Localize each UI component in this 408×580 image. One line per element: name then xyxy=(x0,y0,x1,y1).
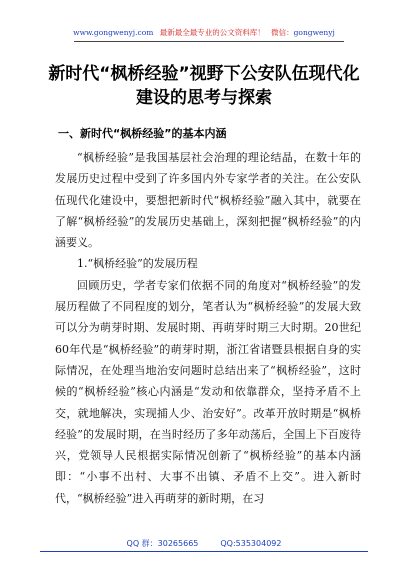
footer-divider xyxy=(40,551,368,552)
footer-qq-group: QQ 群：30265665 xyxy=(126,539,199,548)
body-paragraph: 回顾历史，学者专家们依据不同的角度对“枫桥经验”的发展历程做了不同程度的划分，笔者认为“枫桥经验”的发展大致可以分为萌芽时期、发展时期、再萌芽时期三大时期。20世纪60年代是“枫桥经验”的萌芽时期，浙江省诸暨县根据自身的实际情况，在处理当地治安问题时总结出来了“枫桥经验”，这时候的“枫桥经验”核心内涵是“发动和依靠群众，坚持矛盾不上交，就地解决，实现捕人少、治安好”。改革开放时期是“枫桥经验”的发展时期，在当时经历了多年动荡后，全国上下百废待兴，党领导人民根据实际情况创新了“枫桥经验”的基本内涵即：“小事不出村、大事不出镇、矛盾不上交”。进入新时代，“枫桥经验”进入再萌芽的新时期，在习 xyxy=(55,278,361,505)
body-paragraph: “枫桥经验”是我国基层社会治理的理论结晶，在数十年的发展历史过程中受到了许多国内外专家学者的关注。在公安队伍现代化建设中，要想把新时代“枫桥经验”融入其中，就要在了解“枫桥经验”的发展历史基础上，深刻把握“枫桥经验”的内涵要义。 xyxy=(55,151,361,250)
header-wechat-id: gongwenyj xyxy=(293,28,335,37)
document-body xyxy=(55,147,361,509)
header-site-link[interactable]: www.gongwenyj.com xyxy=(73,28,154,37)
page-footer xyxy=(0,538,408,549)
header-slogan: 最新最全最专业的公文资料库！ xyxy=(159,28,265,37)
section-heading: 一、新时代“枫桥经验”的基本内涵 xyxy=(58,127,227,140)
subsection-heading: 1.“枫桥经验”的发展历程 xyxy=(77,257,198,271)
footer-qq: QQ:535304092 xyxy=(220,539,282,548)
header-wechat-label: 微信： xyxy=(271,28,294,37)
page-header xyxy=(0,28,408,38)
document-title: 新时代“枫桥经验”视野下公安队伍现代化建设的思考与探索 xyxy=(48,64,360,108)
header-divider xyxy=(74,41,344,42)
